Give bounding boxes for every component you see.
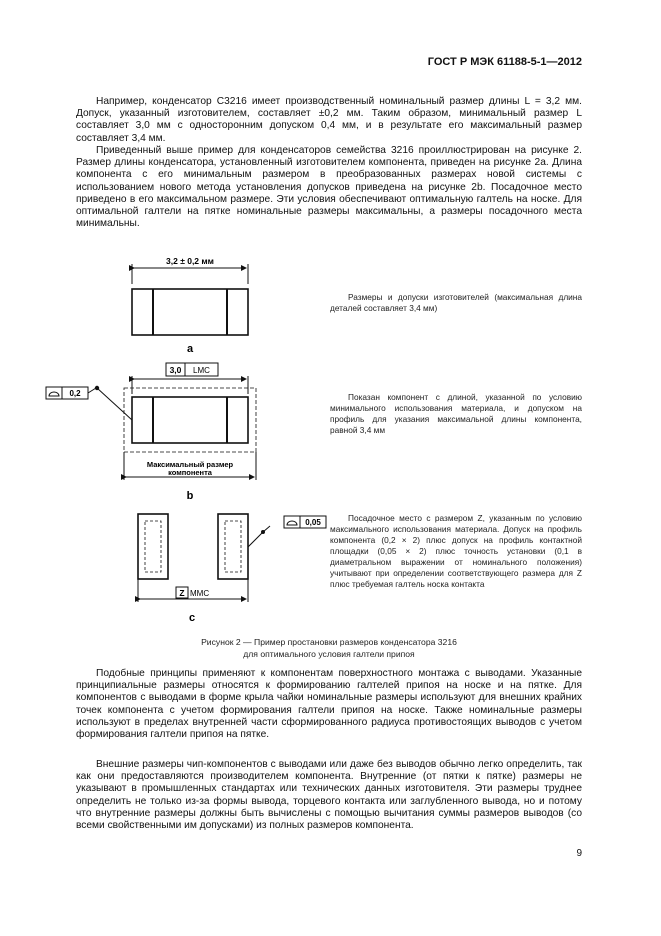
figure-a-dimension: 3,2 ± 0,2 мм (166, 256, 214, 266)
figure-b-note: Показан компонент с длиной, указанной по условию минимального использования материала, и допуском на профиль для указания максимальной длины компонента, равной 3,4 мм (330, 392, 582, 435)
figure-c-pad-left (138, 514, 168, 579)
figure-a-note: Размеры и допуски изготовителей (максимальная длина деталей составляет 3,4 мм) (330, 292, 582, 313)
paragraph-2: Приведенный выше пример для конденсаторов семейства 3216 проиллюстрирован на рисунке 2. Размер длины конденсатора, установленный изготовителем компонента, приведен на рисунке 2а. Длина компонента с его минимальным размером в преобразованных размерах новой системы с использованием нового метода установления допусков приведена на рисунке 2b. Посадочное место приведено в его максимальном размере. Эти условия обеспечивают оптимальную галтель на носке. Для оптимальной галтели на пятке номинальные размеры максимальны, а размеры посадочного места минимальны. (76, 145, 582, 230)
page-number: 9 (576, 848, 582, 859)
figure-b-dim-mod: LMC (193, 366, 210, 375)
figure-c-z-label: Z (179, 588, 185, 598)
figure-caption-line-2: для оптимального условия галтели припоя (243, 649, 415, 659)
figure-b-max-label-2: компонента (168, 468, 212, 477)
figure-a-letter: a (186, 343, 194, 355)
figure-a (132, 256, 248, 355)
document-header: ГОСТ Р МЭК 61188-5-1—2012 (427, 56, 582, 68)
paragraph-3: Подобные принципы применяют к компонентам поверхностного монтажа с выводами. Указанные принципиальные размеры относятся к формированию галтелей припоя на носке и на пятке. Для компонентов с выводами в форме крыла чайки номинальные размеры используют для внешних крайних точек компонента с учетом формирования галтели припоя на носке. Также номинальные размеры используют в пределах внутренней части сформированного радиуса противостоящих выводов с учетом формирования галтели припоя на пятке. (76, 668, 582, 741)
figure-c (138, 514, 326, 624)
paragraph-1: Например, конденсатор С3216 имеет производственный номинальный размер длины L = 3,2 мм. Допуск, указанный изготовителем, составляет ±0,2 мм. Таким образом, минимальный размер L составляет 3,0 мм с односторонним допуском 0,4 мм, и в результате его максимальный размер составляет 3,4 мм. (76, 96, 582, 144)
figure-b-max-label-1: Максимальный размер (146, 460, 234, 469)
figure-c-mod: MMC (190, 589, 210, 598)
figure-b-dim-value: 3,0 (169, 365, 182, 375)
figure-c-letter: c (188, 612, 196, 624)
figure-b-tolerance: 0,2 (69, 389, 81, 398)
figure-caption-line-1: Рисунок 2 — Пример простановки размеров конденсатора 3216 (201, 637, 457, 647)
figure-caption (76, 636, 582, 660)
figure-c-pad-right (218, 514, 248, 579)
figure-c-note: Посадочное место с размером Z, указанным по условию максимального использования материала. Допуск на профиль компонента (0,2 × 2) плюс допуск на профиль контактной площадки (0,05 × 2) плюс точность установки (0,1 в диаметральном выражении от номинального положения) учитывают при определении соответствующего размера для Z плюс требуемая галтель носка контакта (330, 513, 582, 589)
figure-a-capacitor-body (132, 289, 248, 335)
paragraph-4: Внешние размеры чип-компонентов с выводами или даже без выводов обычно легко определить, так как они предоставляются производителем компонента. Внутренние (от пятки к пятке) размеры не указывают в промышленных стандартах или технических данных изготовителя. Эти размеры труднее определить не только из-за формы вывода, торцевого контакта или заглубленного вывода, но и потому что внутренние размеры должны быть вычислены с помощью вычитания суммы размеров выводов (со всеми свойственными им допусками) из полных размеров компонента. (76, 759, 582, 832)
figure-c-tolerance: 0,05 (305, 518, 321, 527)
figure-b-capacitor-body (132, 397, 248, 443)
figure-b-letter: b (186, 490, 194, 502)
figure-b (46, 363, 256, 502)
